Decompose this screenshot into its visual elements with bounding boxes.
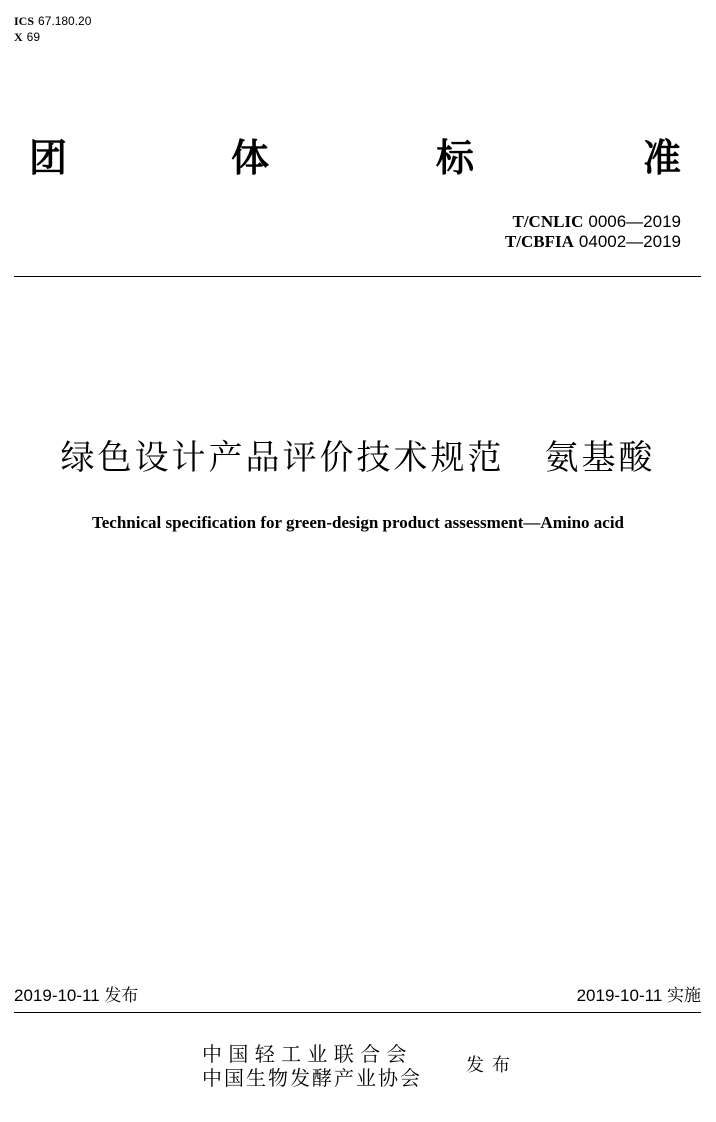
header-divider xyxy=(14,276,701,277)
ccs-value: 69 xyxy=(26,30,41,44)
ccs-label: X xyxy=(14,30,23,44)
issue-date: 2019-10-11 发布 xyxy=(14,986,139,1005)
title-english: Technical specification for green-design product assessment—Amino acid xyxy=(91,513,625,532)
standard-number: 0006—2019 xyxy=(588,212,681,231)
title-chinese-sub: 氨基酸 xyxy=(544,438,656,478)
issuer-org-2: 中国生物发酵产业协会 xyxy=(202,1066,422,1090)
standard-number: 04002—2019 xyxy=(578,232,681,251)
ics-code xyxy=(14,14,91,28)
heading-char-1: 团 xyxy=(29,136,68,180)
issue-word: 发布 xyxy=(466,1055,518,1076)
standard-number-2 xyxy=(505,232,681,252)
title-chinese xyxy=(0,436,716,480)
standard-number-1 xyxy=(513,212,682,232)
issuer-org-1: 中 国 轻 工 业 联 合 会 xyxy=(202,1042,407,1066)
ics-value: 67.180.20 xyxy=(38,14,92,28)
ccs-code xyxy=(14,30,40,44)
heading-char-4: 准 xyxy=(643,136,682,180)
heading-char-3: 标 xyxy=(436,136,475,180)
ics-label: ICS xyxy=(14,14,35,28)
footer-divider xyxy=(14,1012,701,1013)
standard-code: T/CNLIC xyxy=(512,212,584,231)
standard-code: T/CBFIA xyxy=(504,232,574,251)
implement-date: 2019-10-11 实施 xyxy=(576,986,701,1005)
title-chinese-main: 绿色设计产品评价技术规范 xyxy=(60,438,505,478)
heading-char-2: 体 xyxy=(231,136,270,180)
